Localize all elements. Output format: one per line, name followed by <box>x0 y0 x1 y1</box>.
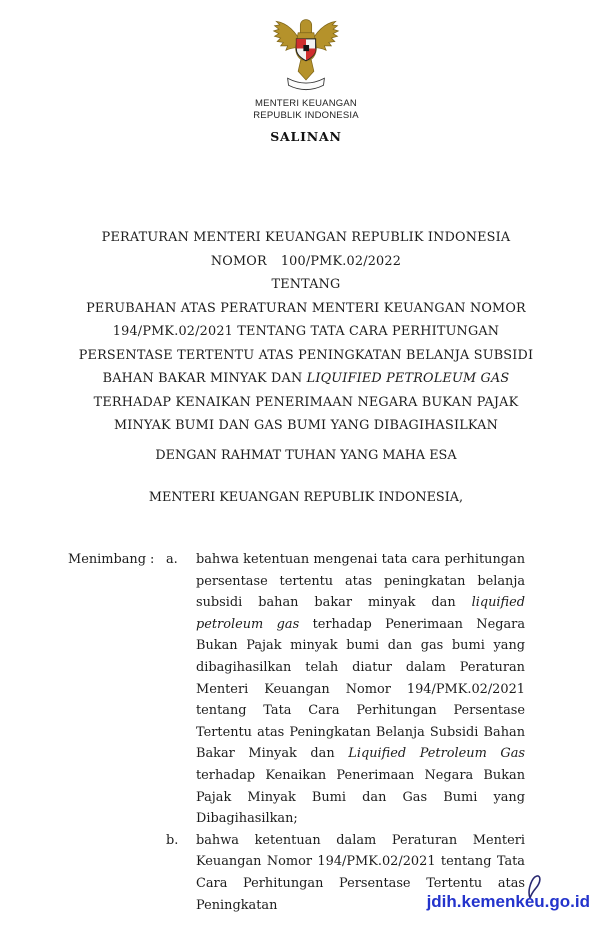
menimbang-label: Menimbang <box>68 552 146 567</box>
tentang-label: TENTANG <box>271 277 341 292</box>
item-a-seg-1: bahwa ketentuan mengenai tata cara perhitungan persentase tertentu atas peningkatan belanja subsidi bahan bakar minyak dan <box>196 552 525 611</box>
subject-text-1: PERUBAHAN ATAS PERATURAN MENTERI KEUANGAN NOMOR 194/PMK.02/2021 TENTANG TATA CARA PERHITUNGAN PERSENTASE TERTENTU ATAS PENINGKATAN BELANJA SUBSIDI BAHAN BAKAR MINYAK DAN <box>78 300 534 386</box>
letterhead <box>0 10 612 144</box>
subject-italic-lpg: LIQUIFIED PETROLEUM GAS <box>306 371 510 386</box>
item-b-letter: b. <box>166 832 179 848</box>
salinan-label: SALINAN <box>270 129 342 144</box>
preamble-section <box>68 549 525 916</box>
ministry-name-line1: MENTERI KEUANGAN <box>255 98 357 109</box>
jdih-watermark-link[interactable]: jdih.kemenkeu.go.id <box>426 892 590 911</box>
regulation-title-block <box>0 226 612 510</box>
item-a-letter: a. <box>166 552 178 567</box>
item-a-seg-italic-2: Liquified Petroleum Gas <box>348 746 525 762</box>
menimbang-colon: : <box>150 552 155 567</box>
item-a-text <box>196 549 525 830</box>
regulation-heading: PERATURAN MENTERI KEUANGAN REPUBLIK INDONESIA <box>101 230 511 245</box>
invocation-line: DENGAN RAHMAT TUHAN YANG MAHA ESA <box>155 447 457 463</box>
item-b-text: bahwa ketentuan dalam Peraturan Menteri Keuangan Nomor 194/PMK.02/2021 tentang Tata Cara Perhitungan Persentase Tertentu atas Peningkatan <box>196 832 525 913</box>
item-a-seg-2: terhadap Penerimaan Negara Bukan Pajak minyak bumi dan gas bumi yang dibagihasilkan telah diatur dalam Peraturan Menteri Keuangan Nomor 194/PMK.02/2021 tentang Tata Cara Perhitungan Persentase Tertentu atas Peningkatan Belanja Subsidi Bahan Bakar Minyak dan <box>196 616 526 762</box>
ministry-name-line2: REPUBLIK INDONESIA <box>253 110 359 121</box>
garuda-emblem-icon <box>270 10 342 94</box>
authority-line: MENTERI KEUANGAN REPUBLIK INDONESIA, <box>148 490 464 505</box>
subject-text-2: TERHADAP KENAIKAN PENERIMAAN NEGARA BUKAN PAJAK MINYAK BUMI DAN GAS BUMI YANG DIBAGIHASILKAN <box>93 394 519 433</box>
item-a-seg-3: terhadap Kenaikan Penerimaan Negara Bukan Pajak Minyak Bumi dan Gas Bumi yang Dibagihasilkan; <box>196 767 525 827</box>
nomor-value: 100/PMK.02/2022 <box>280 253 402 269</box>
nomor-label: NOMOR <box>210 253 267 269</box>
item-a-seg-italic-1: liquified petroleum gas <box>196 595 525 632</box>
regulation-subject <box>69 297 543 438</box>
jdih-watermark <box>427 892 590 912</box>
menimbang-item-a <box>68 549 525 830</box>
regulation-number-line <box>0 250 612 274</box>
